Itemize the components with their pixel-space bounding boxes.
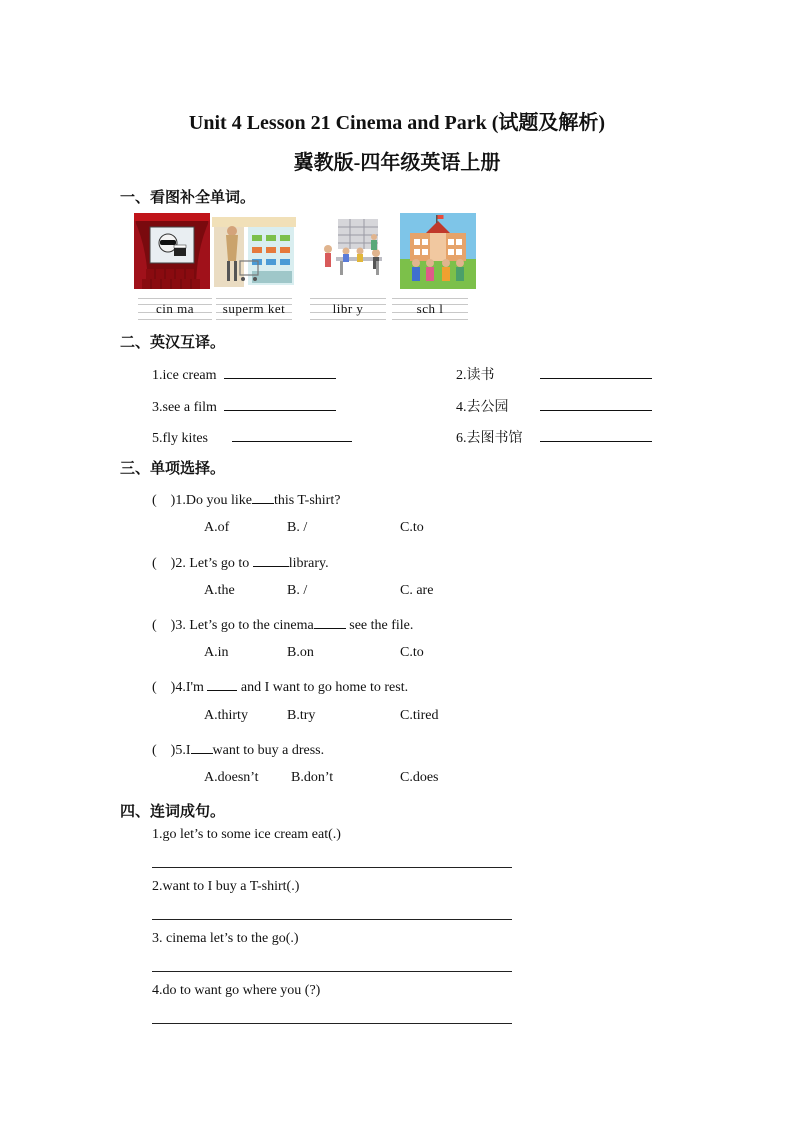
translate-item: 2.读书: [456, 364, 652, 384]
word-guide-supermarket: [216, 298, 292, 320]
sentence-prompt: 1.go let’s to some ice cream eat(.): [152, 827, 341, 842]
option-a[interactable]: A.the: [204, 583, 235, 598]
option-b[interactable]: B. /: [287, 520, 308, 535]
answer-blank[interactable]: [252, 489, 274, 504]
question-3: ( )3. Let’s go to the cinema see the file.: [152, 614, 413, 634]
option-a[interactable]: A.doesn’t: [204, 770, 259, 785]
answer-line[interactable]: [152, 971, 512, 972]
sentence-prompt: 4.do to want go where you (?): [152, 983, 321, 998]
option-c[interactable]: C.does: [400, 770, 439, 785]
section1-heading: 一、看图补全单词。: [120, 188, 256, 206]
answer-blank[interactable]: [540, 364, 652, 379]
option-c[interactable]: C. are: [400, 583, 434, 598]
partial-word: cin ma: [155, 301, 194, 316]
option-c[interactable]: C.tired: [400, 708, 439, 723]
translate-item: 6.去图书馆: [456, 427, 652, 447]
translate-item: 5.fly kites: [152, 427, 352, 447]
question-1: ( )1.Do you like this T-shirt?: [152, 489, 340, 509]
answer-blank[interactable]: [253, 552, 289, 567]
translate-item: 1.ice cream: [152, 364, 336, 384]
option-b[interactable]: B. /: [287, 583, 308, 598]
answer-line[interactable]: [152, 919, 512, 920]
question-4: ( )4.I'm and I want to go home to rest.: [152, 676, 408, 696]
answer-line[interactable]: [152, 1023, 512, 1024]
answer-blank[interactable]: [540, 396, 652, 411]
answer-line[interactable]: [152, 867, 512, 868]
option-c[interactable]: C.to: [400, 520, 424, 535]
option-a[interactable]: A.of: [204, 520, 230, 535]
option-a[interactable]: A.in: [204, 645, 229, 660]
word-guide-school: [392, 298, 468, 320]
partial-word: superm ket: [222, 301, 286, 316]
answer-blank[interactable]: [224, 396, 336, 411]
supermarket-picture: [212, 213, 296, 289]
option-b[interactable]: B.try: [287, 708, 316, 723]
partial-word: libr y: [332, 301, 364, 316]
option-c[interactable]: C.to: [400, 645, 424, 660]
cinema-picture: [134, 213, 210, 289]
sentence-prompt: 3. cinema let’s to the go(.): [152, 931, 299, 946]
word-guide-library: [310, 298, 386, 320]
question-5: ( )5.I want to buy a dress.: [152, 739, 324, 759]
library-picture: [316, 213, 392, 289]
answer-blank[interactable]: [207, 676, 237, 691]
sentence-prompt: 2.want to I buy a T-shirt(.): [152, 879, 300, 894]
option-b[interactable]: B.don’t: [291, 770, 334, 785]
answer-blank[interactable]: [540, 427, 652, 442]
section4-heading: 四、连词成句。: [120, 802, 226, 820]
worksheet-title: Unit 4 Lesson 21 Cinema and Park (试题及解析): [188, 112, 606, 134]
answer-blank[interactable]: [232, 427, 352, 442]
partial-word: sch l: [416, 301, 444, 316]
section2-heading: 二、英汉互译。: [120, 333, 226, 351]
translate-item: 4.去公园: [456, 396, 652, 416]
question-2: ( )2. Let’s go to library.: [152, 552, 329, 572]
school-picture: [400, 213, 476, 289]
answer-blank[interactable]: [191, 739, 213, 754]
option-b[interactable]: B.on: [287, 645, 314, 660]
answer-blank[interactable]: [314, 614, 346, 629]
translate-item: 3.see a film: [152, 396, 336, 416]
section3-heading: 三、单项选择。: [120, 459, 226, 477]
answer-blank[interactable]: [224, 364, 336, 379]
word-guide-cinema: [138, 298, 212, 320]
worksheet-subtitle: 冀教版-四年级英语上册: [293, 152, 501, 174]
option-a[interactable]: A.thirty: [204, 708, 248, 723]
